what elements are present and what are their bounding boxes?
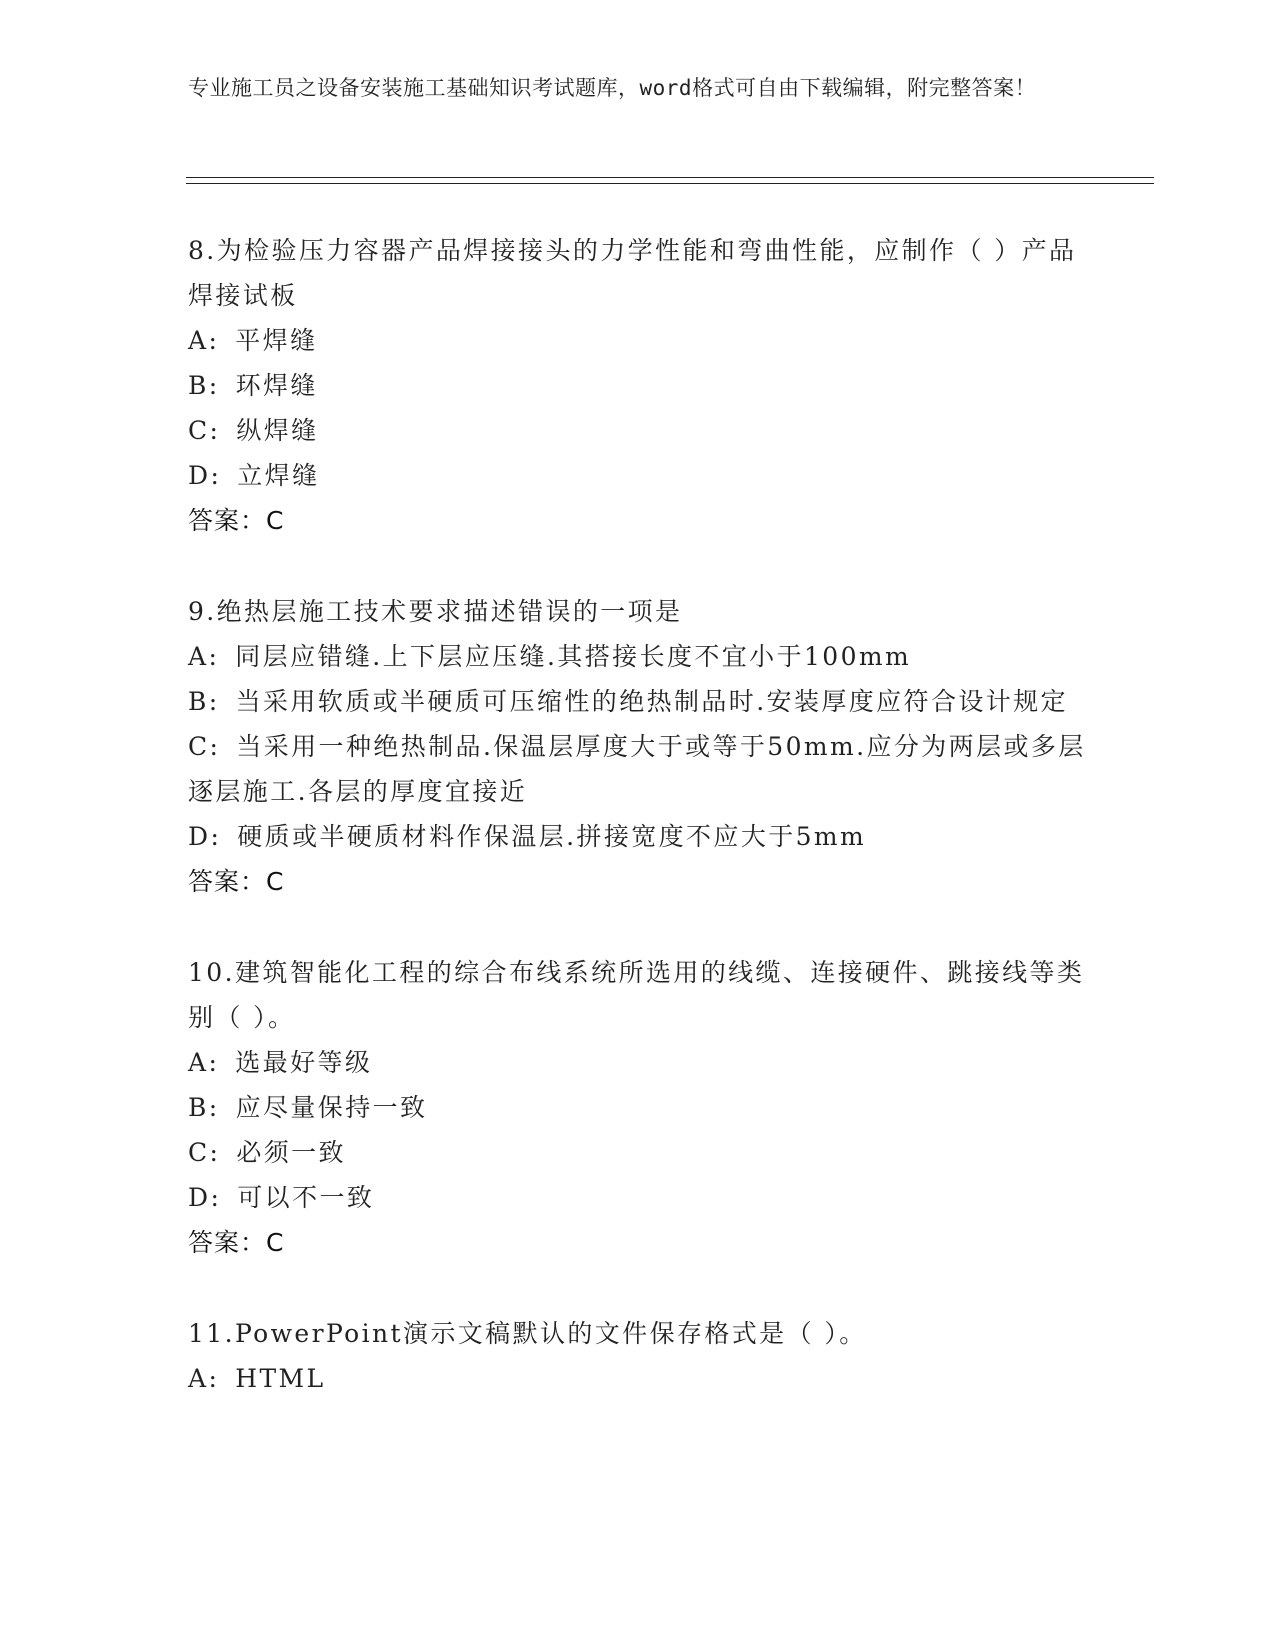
question-stem: 11.PowerPoint演示文稿默认的文件保存格式是（ ）。 [188,1319,867,1348]
header-rule-bottom [186,183,1154,184]
option-a [188,1356,1088,1401]
option-text: 可以不一致 [237,1183,375,1212]
option-letter: D: [188,461,222,490]
option-letter: B: [188,1093,220,1122]
option-letter: D: [188,822,222,851]
answer-line: 答案：C [188,506,285,535]
header-rule-top [186,177,1154,178]
option-text: 纵焊缝 [236,416,319,445]
option-a [188,1040,1088,1085]
option-c [188,1130,1088,1175]
option-text: 同层应错缝.上下层应压缝.其搭接长度不宜小于100mm [235,642,912,671]
option-letter: B: [188,371,220,400]
option-a [188,634,1088,679]
question-list [188,228,1088,1447]
question-8 [188,228,1088,543]
option-text: 应尽量保持一致 [235,1093,428,1122]
option-c [188,408,1088,453]
option-letter: A: [188,642,220,671]
option-d [188,453,1088,498]
option-letter: C: [188,416,221,445]
answer-line: 答案：C [188,867,285,896]
option-letter: A: [188,326,220,355]
option-letter: C: [188,1138,221,1167]
option-text: 环焊缝 [235,371,318,400]
question-stem: 10.建筑智能化工程的综合布线系统所选用的线缆、连接硬件、跳接线等类别（ ）。 [188,958,1085,1032]
option-text: 当采用一种绝热制品.保温层厚度大于或等于50mm.应分为两层或多层逐层施工.各层的厚度宜接近 [188,732,1086,806]
option-text: 平焊缝 [235,326,318,355]
option-letter: C: [188,732,221,761]
option-b [188,1085,1088,1130]
option-a [188,318,1088,363]
option-c [188,724,1088,814]
option-letter: A: [188,1048,220,1077]
question-stem: 9.绝热层施工技术要求描述错误的一项是 [188,597,683,626]
option-letter: D: [188,1183,222,1212]
answer-line: 答案：C [188,1228,285,1257]
header-note: 专业施工员之设备安装施工基础知识考试题库，word格式可自由下载编辑，附完整答案！ [188,76,1037,100]
question-9 [188,589,1088,904]
question-11 [188,1311,1088,1401]
option-text: 硬质或半硬质材料作保温层.拼接宽度不应大于5mm [237,822,867,851]
option-text: 立焊缝 [237,461,320,490]
option-d [188,1175,1088,1220]
question-10 [188,950,1088,1265]
option-letter: B: [188,687,220,716]
option-b [188,363,1088,408]
question-stem: 8.为检验压力容器产品焊接接头的力学性能和弯曲性能，应制作（ ）产品焊接试板 [188,236,1077,310]
option-b [188,679,1088,724]
option-text: HTML [235,1364,326,1393]
option-letter: A: [188,1364,220,1393]
option-text: 必须一致 [236,1138,346,1167]
option-text: 选最好等级 [235,1048,373,1077]
option-d [188,814,1088,859]
option-text: 当采用软质或半硬质可压缩性的绝热制品时.安装厚度应符合设计规定 [235,687,1068,716]
